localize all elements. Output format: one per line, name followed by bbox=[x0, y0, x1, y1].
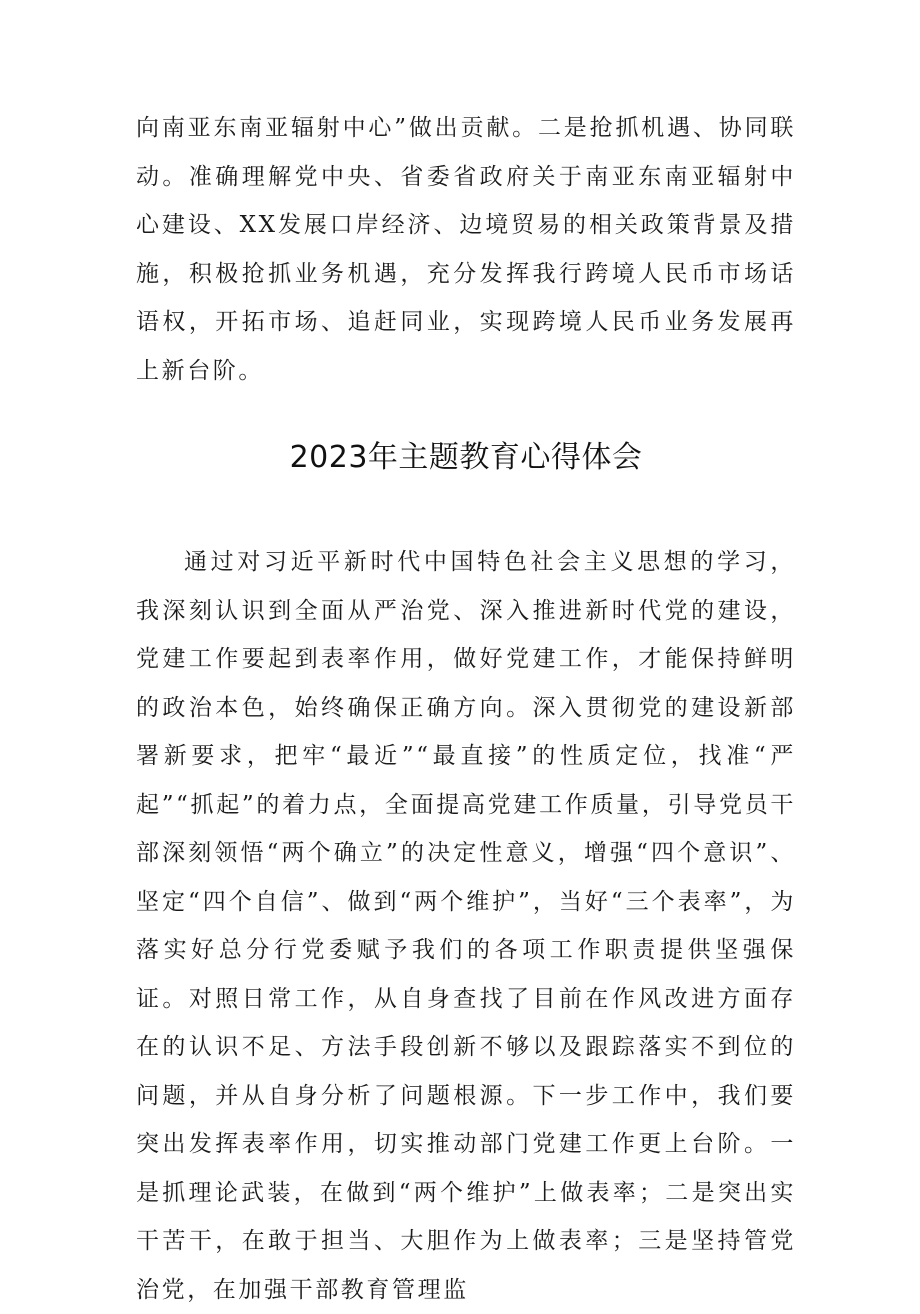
intro-paragraph: 向南亚东南亚辐射中心”做出贡献。二是抢抓机遇、协同联动。准确理解党中央、省委省政府关于南亚东南亚辐射中心建设、XX发展口岸经济、边境贸易的相关政策背景及措施，积极抢抓业务机遇，充分发挥我行跨境人民币市场话语权，开拓市场、追赶同业，实现跨境人民币业务发展再上新台阶。 bbox=[136, 115, 796, 384]
document-content bbox=[136, 104, 796, 1314]
body-paragraph: 通过对习近平新时代中国特色社会主义思想的学习，我深刻认识到全面从严治党、深入推进新时代党的建设，党建工作要起到表率作用，做好党建工作，才能保持鲜明的政治本色，始终确保正确方向。深入贯彻党的建设新部署新要求，把牢“最近”“最直接”的性质定位，找准“严起”“抓起”的着力点，全面提高党建工作质量，引导党员干部深刻领悟“两个确立”的决定性意义，增强“四个意识”、坚定“四个自信”、做到“两个维护”，当好“三个表率”，为落实好总分行党委赋予我们的各项工作职责提供坚强保证。对照日常工作，从自身查找了目前在作风改进方面存在的认识不足、方法手段创新不够以及跟踪落实不到位的问题，并从自身分析了问题根源。下一步工作中，我们要突出发挥表率作用，切实推动部门党建工作更上台阶。一是抓理论武装，在做到“两个维护”上做表率；二是突出实干苦干，在敢于担当、大胆作为上做表率；三是坚持管党治党，在加强干部教育管理监 bbox=[136, 549, 796, 1303]
section-title: 2023年主题教育心得体会 bbox=[289, 440, 643, 475]
